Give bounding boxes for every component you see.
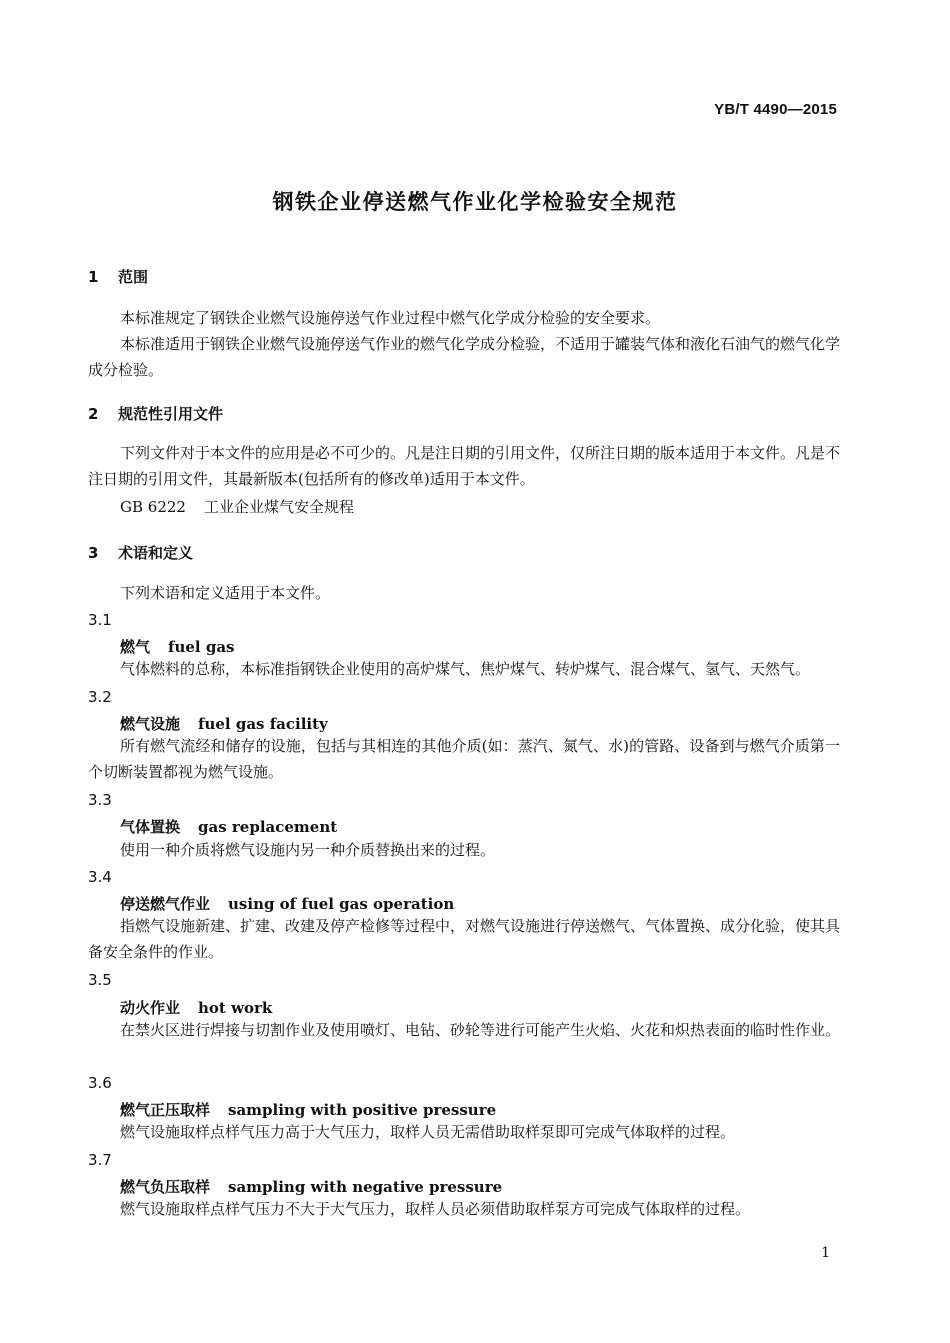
section-heading-2 (88, 403, 840, 424)
clause-number: 3.3 (88, 791, 112, 809)
section-title: 范围 (118, 268, 149, 286)
term-en: using of fuel gas operation (228, 895, 455, 913)
clause-number: 3.1 (88, 611, 112, 629)
term-zh: 燃气负压取样 (120, 1178, 211, 1196)
section-title: 术语和定义 (118, 544, 194, 562)
term-en: sampling with negative pressure (228, 1178, 503, 1196)
paragraph: 下列术语和定义适用于本文件。 (120, 584, 331, 602)
term-zh: 停送燃气作业 (120, 895, 211, 913)
section-number: 1 (88, 268, 99, 286)
term-entry (88, 893, 872, 914)
term-entry (88, 997, 872, 1018)
paragraph: 下列文件对于本文件的应用是必不可少的。凡是注日期的引用文件，仅所注日期的版本适用于本文件。凡是不注日期的引用文件，其最新版本(包括所有的修改单)适用于本文件。 (88, 444, 841, 488)
term-entry (88, 636, 872, 657)
term-entry (88, 713, 872, 734)
term-entry (88, 1099, 872, 1120)
standard-code: YB/T 4490—2015 (714, 101, 837, 118)
clause-number: 3.7 (88, 1151, 112, 1169)
term-en: fuel gas (168, 638, 235, 656)
term-definition: 使用一种介质将燃气设施内另一种介质替换出来的过程。 (120, 841, 496, 859)
term-definition: 燃气设施取样点样气压力不大于大气压力，取样人员必须借助取样泵方可完成气体取样的过程。 (120, 1200, 751, 1218)
reference-code: GB 6222 (120, 498, 186, 516)
term-entry (88, 816, 872, 837)
clause-number: 3.2 (88, 688, 112, 706)
clause-number: 3.6 (88, 1074, 112, 1092)
section-number: 2 (88, 405, 99, 423)
document-title: 钢铁企业停送燃气作业化学检验安全规范 (272, 190, 678, 214)
term-zh: 燃气正压取样 (120, 1101, 211, 1119)
term-en: gas replacement (198, 818, 338, 836)
clause-number: 3.4 (88, 868, 112, 886)
term-zh: 气体置换 (120, 818, 181, 836)
term-en: sampling with positive pressure (228, 1101, 497, 1119)
term-definition: 所有燃气流经和储存的设施，包括与其相连的其他介质(如：蒸汽、氮气、水)的管路、设备到与燃气介质第一个切断装置都视为燃气设施。 (88, 737, 840, 781)
term-zh: 动火作业 (120, 999, 181, 1017)
term-en: hot work (198, 999, 273, 1017)
term-zh: 燃气 (120, 638, 151, 656)
section-heading-3 (88, 542, 840, 563)
term-definition: 指燃气设施新建、扩建、改建及停产检修等过程中，对燃气设施进行停送燃气、气体置换、成分化验，使其具备安全条件的作业。 (88, 917, 841, 961)
paragraph: 本标准适用于钢铁企业燃气设施停送气作业的燃气化学成分检验，不适用于罐装气体和液化石油气的燃气化学成分检验。 (88, 335, 841, 379)
term-definition: 燃气设施取样点样气压力高于大气压力，取样人员无需借助取样泵即可完成气体取样的过程。 (120, 1123, 736, 1141)
term-entry (88, 1176, 872, 1197)
term-en: fuel gas facility (198, 715, 328, 733)
term-definition: 在禁火区进行焊接与切割作业及使用喷灯、电钻、砂轮等进行可能产生火焰、火花和炽热表面的临时性作业。 (120, 1021, 841, 1039)
section-title: 规范性引用文件 (118, 405, 224, 423)
term-zh: 燃气设施 (120, 715, 181, 733)
section-heading-1 (88, 266, 840, 287)
reference-name: 工业企业煤气安全规程 (203, 498, 354, 516)
term-definition: 气体燃料的总称，本标准指钢铁企业使用的高炉煤气、焦炉煤气、转炉煤气、混合煤气、氢气、天然气。 (120, 660, 811, 678)
section-number: 3 (88, 544, 99, 562)
paragraph: 本标准规定了钢铁企业燃气设施停送气作业过程中燃气化学成分检验的安全要求。 (120, 309, 661, 327)
page-number: 1 (821, 1245, 830, 1261)
clause-number: 3.5 (88, 971, 112, 989)
normative-reference (88, 494, 872, 520)
